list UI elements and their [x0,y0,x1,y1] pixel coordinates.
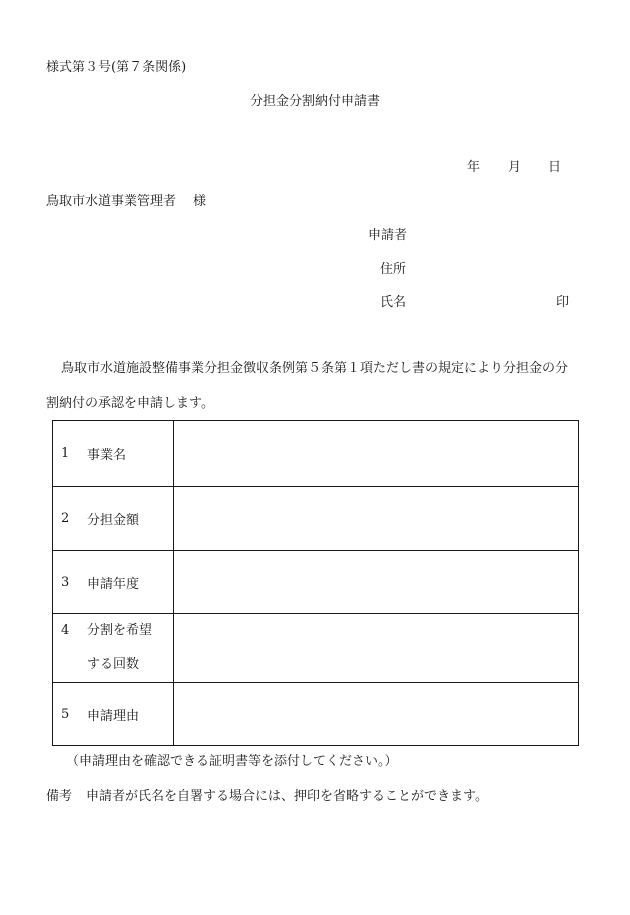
addressee-name: 鳥取市水道事業管理者 [46,194,177,209]
date-year-label: 年 [467,160,481,175]
name-label: 氏名 [380,295,407,310]
row-label: 申請年度 [87,576,140,592]
table-row [53,614,579,683]
row-label-cell [53,487,174,551]
row-label-cell [53,421,174,487]
address-label: 住所 [380,262,407,277]
row-number: 2 [61,511,70,526]
installment-count-field[interactable] [174,614,579,683]
table-row [53,551,579,614]
body-text-line2: 割納付の承認を申請します。 [46,396,214,411]
row-number: 4 [61,623,70,638]
table-row [53,421,579,487]
addressee-suffix: 様 [193,194,207,209]
contribution-amount-field[interactable] [174,487,579,551]
row-label-line1: 分割を希望 [87,623,153,638]
row-number: 3 [61,574,70,590]
document-title: 分担金分割納付申請書 [249,94,380,109]
application-year-field[interactable] [174,551,579,614]
attachment-note: （申請理由を確認できる証明書等を添付してください。） [66,754,398,769]
row-label: 申請理由 [87,708,140,724]
remarks-text: 申請者が氏名を自署する場合には、押印を省略することができます。 [86,789,488,804]
row-label-cell [53,551,174,614]
remarks-label: 備考 [46,789,73,804]
project-name-field[interactable] [174,421,579,487]
table-row [53,487,579,551]
body-text-line1: 鳥取市水道施設整備事業分担金徴収条例第５条第１項ただし書の規定により分担金の分 [61,361,569,376]
row-label: 分担金額 [87,513,140,528]
application-reason-field[interactable] [174,683,579,746]
row-label-cell [53,614,174,683]
date-day-label: 日 [548,160,562,175]
table-row [53,683,579,746]
applicant-label: 申請者 [368,228,408,243]
application-table [52,420,579,746]
row-number: 1 [61,446,70,461]
date-month-label: 月 [508,160,522,175]
row-label-cell [53,683,174,746]
row-number: 5 [61,706,70,722]
row-label-line2: する回数 [87,657,140,672]
seal-label: 印 [556,295,570,310]
form-number: 様式第３号(第７条関係) [46,60,187,75]
row-label: 事業名 [87,448,127,463]
